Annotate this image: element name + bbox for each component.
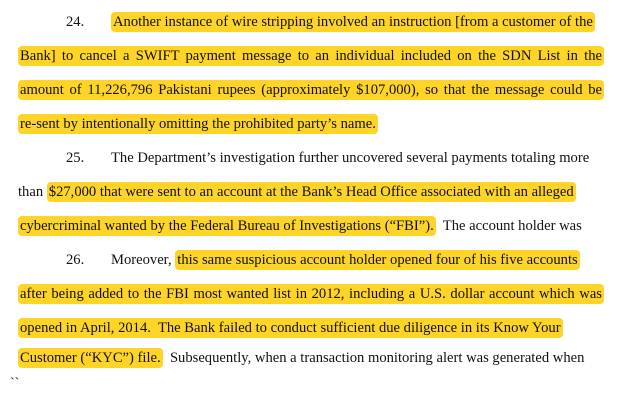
paragraph-number: 26.	[66, 252, 85, 268]
highlighted-text: cybercriminal wanted by the Federal Bureau of Investigations (“FBI”).	[20, 218, 434, 234]
body-text: The Department’s investigation further uncovered several payments totaling more	[111, 150, 590, 166]
paragraph-24-line-4	[18, 110, 629, 138]
body-text: Subsequently, when a transaction monitoring alert was generated when	[162, 350, 585, 366]
highlighted-text: $27,000 that were sent to an account at the Bank’s Head Office associated with an alleged	[48, 184, 574, 200]
paragraph-26-line-1	[0, 246, 629, 274]
body-text: The account holder was	[435, 218, 582, 234]
highlighted-text: opened in April, 2014. The Bank failed to conduct sufficient due diligence in its Know Your	[20, 320, 561, 336]
paragraph-number: 24.	[66, 14, 85, 30]
highlighted-text: re-sent by intentionally omitting the prohibited party’s name.	[20, 116, 376, 132]
paragraph-26-line-2	[18, 280, 604, 308]
highlighted-text: Another instance of wire stripping involved an instruction [from a customer of the	[113, 14, 593, 30]
highlighted-text: amount of 11,226,796 Pakistani rupees (approximately $107,000), so that the message could be	[20, 82, 602, 98]
paragraph-number: 25.	[66, 150, 85, 166]
paragraph-24-line-2	[18, 42, 604, 70]
paragraph-24-line-3	[18, 76, 604, 104]
highlighted-text: Customer (“KYC”) file.	[20, 350, 161, 366]
paragraph-26-line-4	[18, 344, 629, 372]
paragraph-25-line-2	[18, 178, 629, 206]
body-text: than	[18, 184, 47, 200]
paragraph-24-line-1	[0, 8, 629, 36]
body-text: Moreover,	[111, 252, 176, 268]
paragraph-25-line-1	[0, 144, 629, 172]
paragraph-26-line-3	[18, 314, 629, 342]
highlighted-text: after being added to the FBI most wanted list in 2012, including a U.S. dollar account which was	[20, 286, 602, 302]
highlighted-text: Bank] to cancel a SWIFT payment message to an individual included on the SDN List in the	[20, 48, 602, 64]
highlighted-text: this same suspicious account holder opened four of his five accounts	[177, 252, 578, 268]
paragraph-25-line-3	[18, 212, 629, 240]
trailing-quote-mark: ``	[10, 376, 20, 391]
